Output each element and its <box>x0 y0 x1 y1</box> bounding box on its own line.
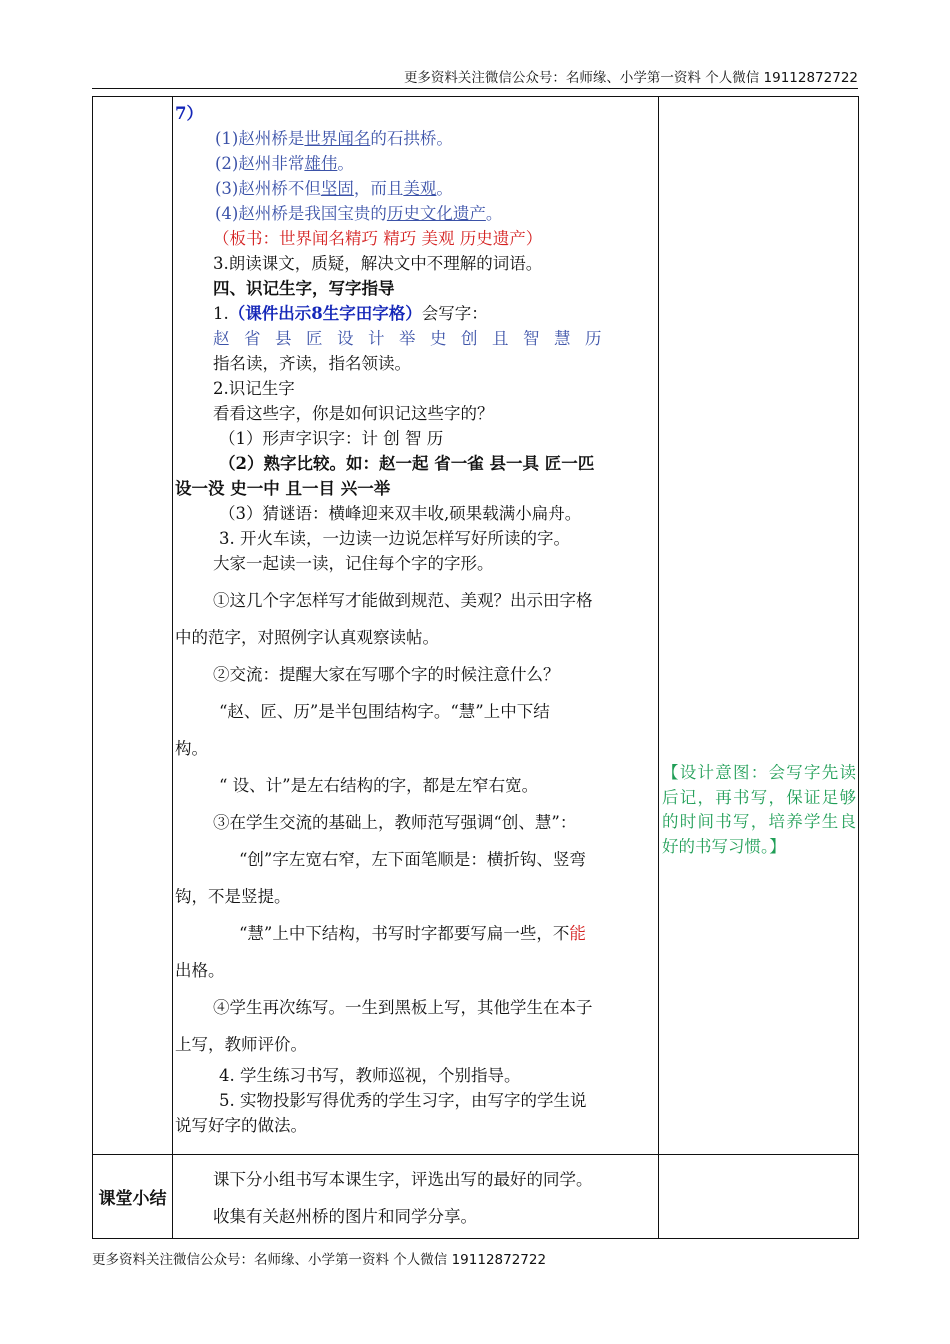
circle-1a: ①这几个字怎样写才能做到规范、美观？出示田字格 <box>213 591 593 610</box>
page-header: 更多资料关注微信公众号：名师缘、小学第一资料 个人微信 19112872722 <box>403 70 858 86</box>
step-3b: 大家一起读一读，记住每个字的字形。 <box>213 554 494 573</box>
circle-4a: ④学生再次练写。一生到黑板上写，其他学生在本子 <box>213 998 593 1017</box>
sentence-1: (1)赵州桥是世界闻名的石拱桥。 <box>215 129 453 148</box>
circle-3b-a: “慧”上中下结构，书写时字都要写扁一些，不能 <box>239 924 586 943</box>
question: 看看这些字，你是如何识记这些字的？ <box>213 404 494 423</box>
board-note: （板书：世界闻名精巧 精巧 美观 历史遗产） <box>213 229 543 248</box>
circle-3a-b: 钩，不是竖提。 <box>175 887 291 906</box>
page-footer: 更多资料关注微信公众号：名师缘、小学第一资料 个人微信 19112872722 <box>92 1252 547 1268</box>
method-1: （1）形声字识字：计 创 智 历 <box>219 429 444 448</box>
step-3: 3. 开火车读，一边读一边说怎样写好所读的字。 <box>219 529 570 548</box>
step-5a: 5. 实物投影写得优秀的学生习字，由写字的学生说 <box>219 1091 587 1110</box>
circle-2-rule: “ 设、计”是左右结构的字，都是左窄右宽。 <box>219 776 539 795</box>
fragment-7: 7） <box>175 104 203 123</box>
writing-step-2: 2.识记生字 <box>213 379 295 398</box>
summary-note-cell-empty <box>659 1155 859 1239</box>
circle-1b: 中的范字，对照例字认真观察读帖。 <box>175 628 439 647</box>
reading-step-3: 3.朗读课文，质疑，解决文中不理解的词语。 <box>213 254 543 273</box>
method-2b: 设一没 史一中 且一目 兴一举 <box>175 479 391 498</box>
method-3: （3）猜谜语：横峰迎来双丰收,硕果载满小扁舟。 <box>219 504 582 523</box>
content-cell <box>173 97 659 1155</box>
summary-line-2: 收集有关赵州桥的图片和同学分享。 <box>213 1207 477 1226</box>
header-rule <box>92 88 858 89</box>
lesson-table <box>92 96 859 1239</box>
circle-3: ③在学生交流的基础上，教师范写强调“创、慧”： <box>213 813 577 832</box>
section-4-title: 四、识记生字，写字指导 <box>213 279 395 298</box>
circle-3b-b: 出格。 <box>175 961 225 980</box>
table-row <box>93 1155 859 1239</box>
sentence-4: (4)赵州桥是我国宝贵的历史文化遗产。 <box>215 204 503 223</box>
summary-line-1: 课下分小组书写本课生字，评选出写的最好的同学。 <box>213 1170 593 1189</box>
sentence-3: (3)赵州桥不但坚固，而且美观。 <box>215 179 453 198</box>
circle-4b: 上写，教师评价。 <box>175 1035 307 1054</box>
writing-step-1: 1.（课件出示8生字田字格）会写字： <box>213 304 488 323</box>
sentence-2: (2)赵州非常雄伟。 <box>215 154 354 173</box>
circle-2-quote-a: “赵、匠、历”是半包围结构字。“慧”上中下结 <box>219 702 550 721</box>
table-row <box>93 97 859 1155</box>
circle-2-quote-b: 构。 <box>175 739 208 758</box>
summary-label: 课堂小结 <box>93 1155 173 1239</box>
label-cell-empty <box>93 97 173 1155</box>
circle-3a-a: “创”字左宽右窄，左下面笔顺是：横折钩、竖弯 <box>239 850 586 869</box>
design-intent-note: 【设计意图：会写字先读后记，再书写，保证足够的时间书写，培养学生良好的书写习惯。】 <box>662 763 856 856</box>
note-cell <box>659 97 859 1155</box>
step-4: 4. 学生练习书写，教师巡视，个别指导。 <box>219 1066 521 1085</box>
method-2a: （2）熟字比较。如：赵一起 省一雀 县一具 匠一匹 <box>219 454 595 473</box>
circle-2: ②交流：提醒大家在写哪个字的时候注意什么？ <box>213 665 560 684</box>
step-5b: 说写好字的做法。 <box>175 1116 307 1135</box>
character-list: 赵省县匠设计举史创且智慧历 <box>213 329 616 348</box>
reading-instruction: 指名读，齐读，指名领读。 <box>213 354 411 373</box>
summary-cell <box>173 1155 659 1239</box>
